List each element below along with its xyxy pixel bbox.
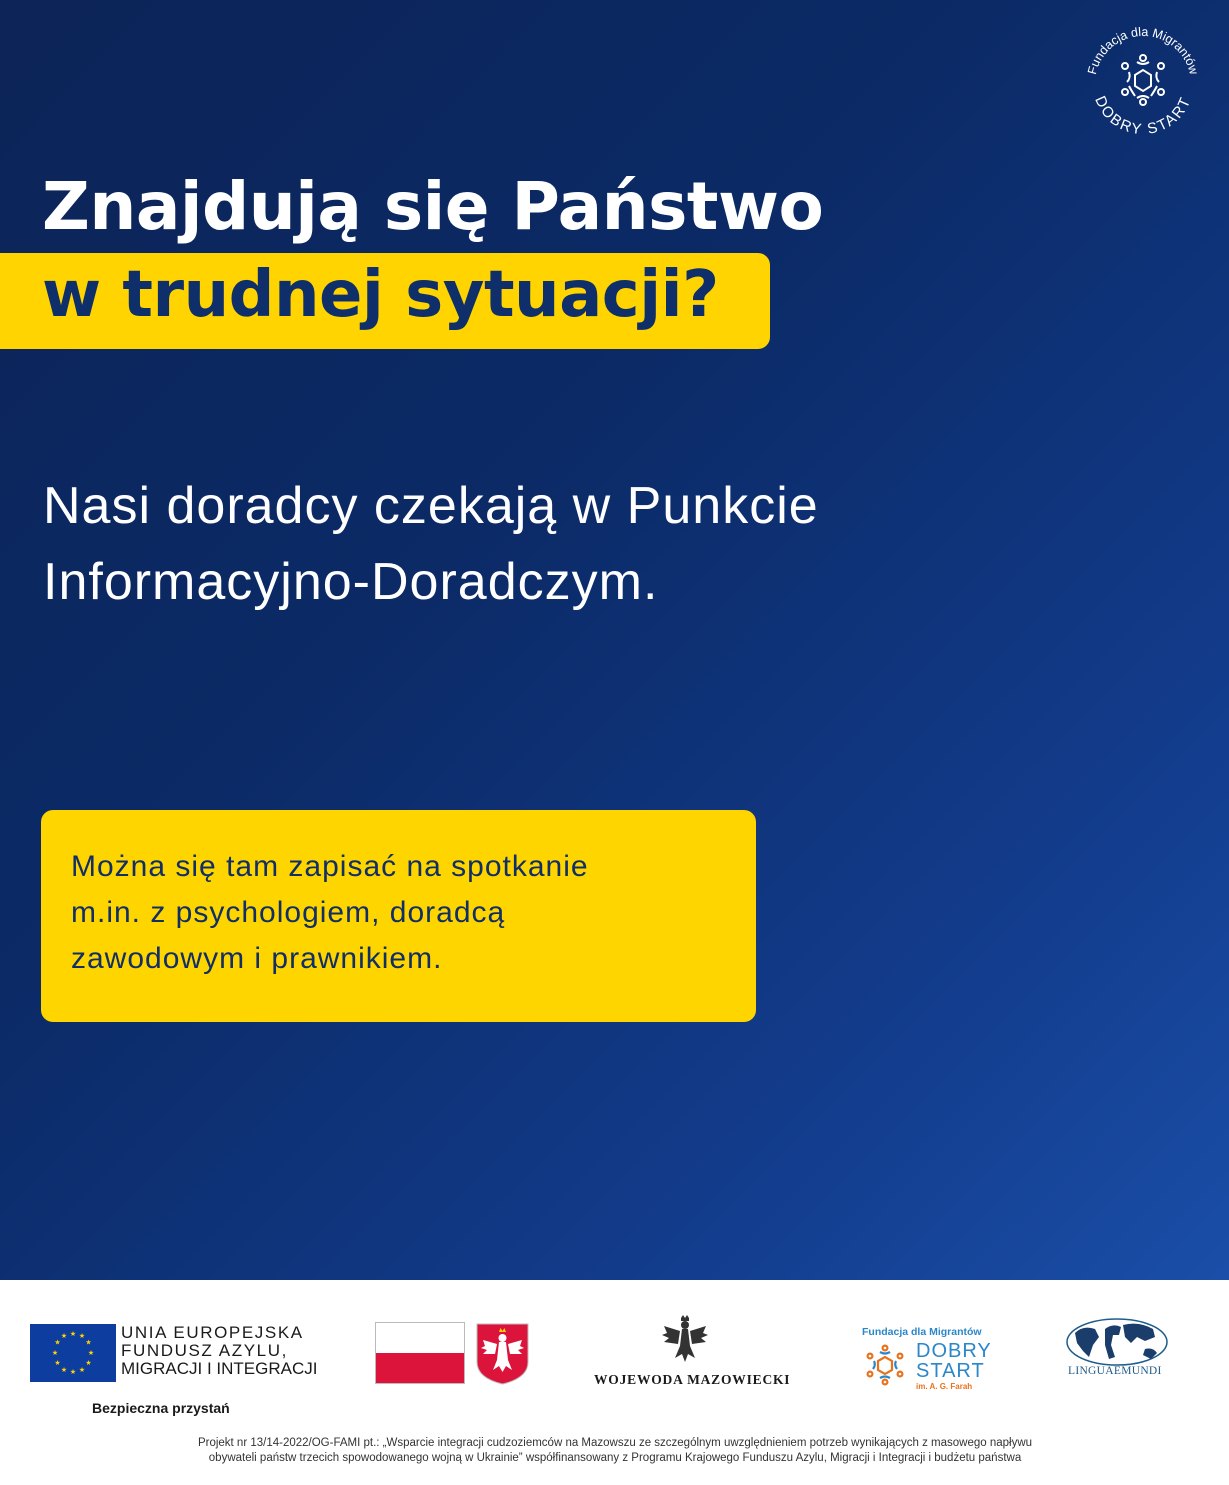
svg-text:★: ★ [85,1359,92,1367]
callout-line-1: Można się tam zapisać na spotkanie [71,850,589,883]
svg-text:★: ★ [54,1359,61,1367]
eu-line-1: UNIA EUROPEJSKA [121,1323,304,1342]
linguae-mundi-globe-icon [1065,1315,1169,1367]
dobry-start-name [916,1341,992,1381]
eu-line-2: FUNDUSZ AZYLU, [121,1341,288,1360]
dobry-start-subtitle: im. A. G. Farah [916,1382,973,1391]
footer [0,1280,1229,1485]
callout-line-3: zawodowym i prawnikiem. [71,942,443,975]
callout-line-2: m.in. z psychologiem, doradcą [71,896,506,929]
disclaimer-line-1: Projekt nr 13/14-2022/OG-FAMI pt.: „Wsparcie integracji cudzoziemców na Mazowszu ze szczególnym uwzględnieniem potrzeb wynikających z masowego napływu [197,1437,1033,1449]
project-disclaimer [150,1436,1080,1466]
dobry-start-line-2: START [916,1360,985,1382]
disclaimer-line-2: obywateli państw trzecich spowodowanego wojną w Ukrainie” współfinansowany z Programu Krajowego Funduszu Azylu, Migracji i Integracji i budżetu państwa [208,1452,1022,1464]
voivode-eagle-icon [660,1314,710,1368]
svg-text:★: ★ [60,1366,68,1374]
dobry-start-logo-icon [1079,20,1207,148]
eu-flag-icon [30,1324,116,1382]
dobry-start-mark-icon [862,1342,908,1388]
svg-text:DOBRY START [1091,94,1195,139]
eu-caption: Bezpieczna przystań [92,1400,230,1416]
svg-text:★: ★ [69,1330,77,1338]
svg-text:★: ★ [85,1338,92,1347]
eu-line-3: MIGRACJI I INTEGRACJI [121,1359,318,1378]
subtext [43,468,1043,620]
poland-flag-icon [375,1322,465,1384]
subtext-line-2: Informacyjno-Doradczym. [43,553,659,611]
svg-text:★: ★ [87,1349,95,1357]
poland-emblem-icon [475,1322,530,1386]
linguae-mundi-label: LINGUAEMUNDI [1068,1365,1162,1377]
svg-text:★: ★ [54,1338,61,1347]
svg-text:★: ★ [51,1349,59,1357]
svg-text:★: ★ [60,1332,68,1340]
logo-name-text: DOBRY START [1091,93,1195,139]
svg-text:★: ★ [78,1366,86,1374]
callout-box [41,810,756,1022]
eu-fund-label [121,1324,317,1378]
subtext-line-1: Nasi doradcy czekają w Punkcie [43,477,819,535]
dobry-start-foundation-label: Fundacja dla Migrantów [862,1326,982,1338]
logo-arc-text: Fundacja dla Migrantów [1085,24,1201,76]
voivode-label: WOJEWODA MAZOWIECKI [594,1372,791,1387]
callout-text [71,844,741,982]
svg-text:★: ★ [78,1332,86,1340]
headline-line-1: Znajdują się Państwo [42,168,824,245]
dobry-start-line-1: DOBRY [916,1340,992,1362]
svg-text:★: ★ [69,1368,77,1376]
headline-line-2: w trudnej sytuacji? [42,258,719,332]
